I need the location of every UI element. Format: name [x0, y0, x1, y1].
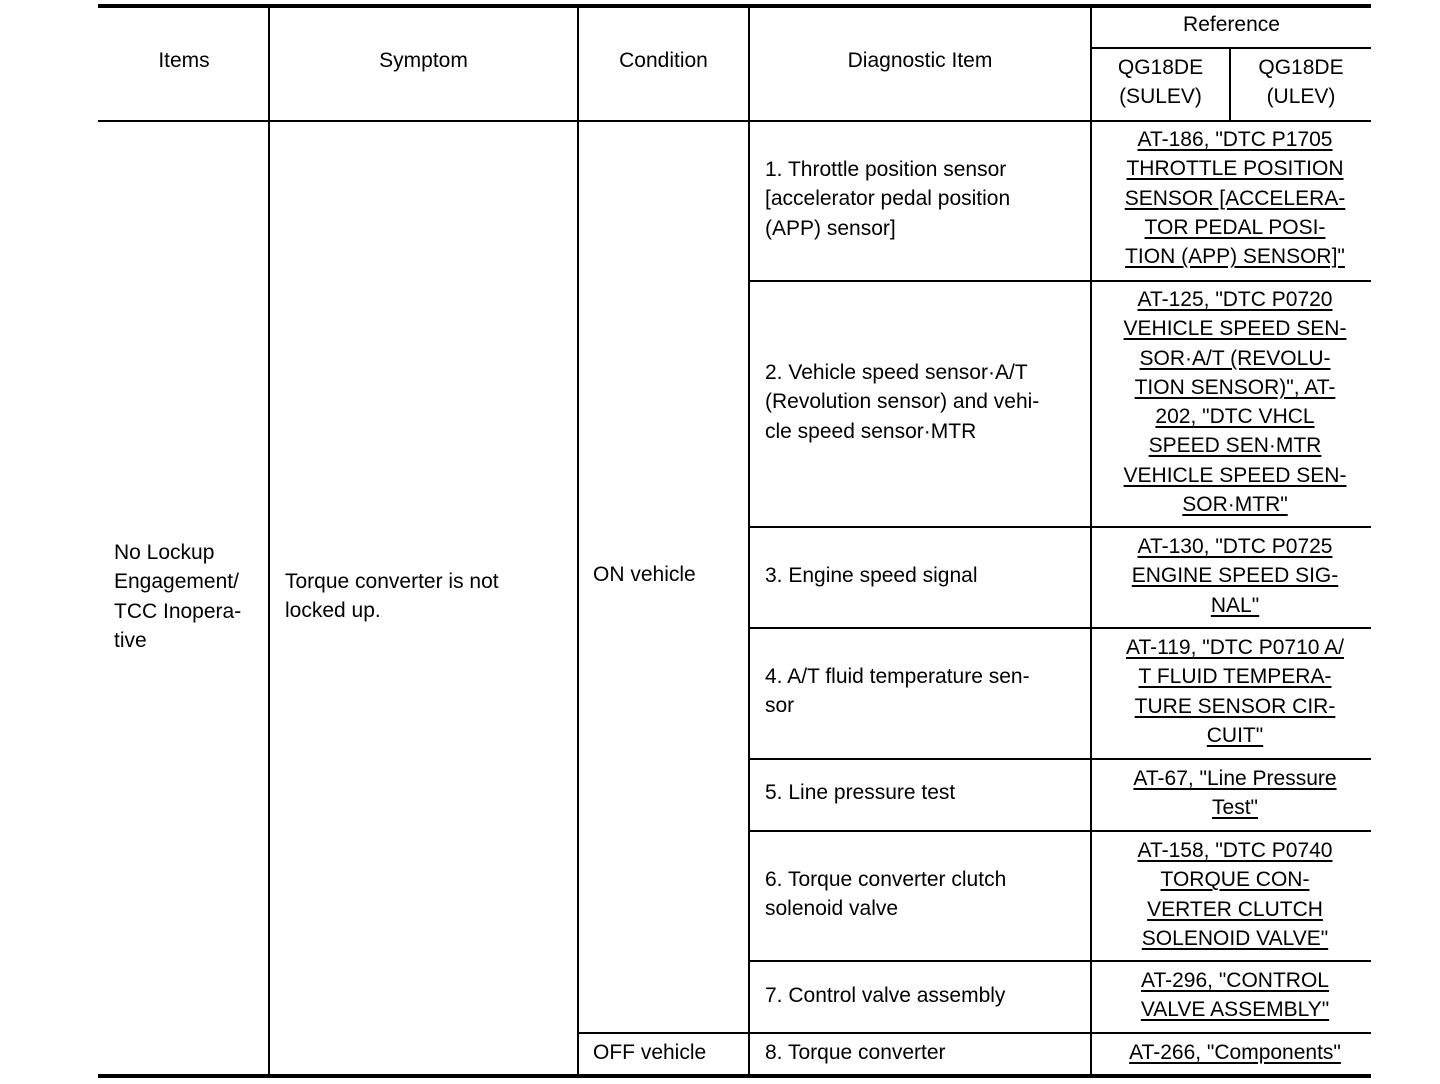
reference-link-line[interactable]: AT-130, "DTC P0725 [1137, 535, 1333, 558]
reference-link-line[interactable]: AT-158, "DTC P0740 [1137, 839, 1333, 862]
reference-link-line[interactable]: NAL" [1210, 593, 1260, 617]
row-rule-5 [749, 830, 1371, 832]
header-items: Items [158, 49, 210, 72]
reference-link-line[interactable]: VEHICLE SPEED SEN- [1123, 317, 1347, 341]
diagnostic-item-8: 8. Torque converter [765, 1041, 946, 1064]
diagnostic-item-1: 1. Throttle position sensor [accelerator pedal position (APP) sensor] [765, 158, 1011, 240]
header-col-ulev: QG18DE (ULEV) [1258, 56, 1344, 109]
reference-link-line[interactable]: TION SENSOR)", AT- [1134, 375, 1336, 399]
row-rule-1 [749, 280, 1371, 282]
reference-link-line[interactable]: TOR PEDAL POSI- [1144, 215, 1326, 239]
table-bottom-border [98, 1074, 1371, 1078]
diagnostic-item-4: 4. A/T fluid temperature sen- sor [765, 665, 1030, 718]
reference-link-1[interactable] [1091, 125, 1379, 271]
reference-link-6[interactable] [1091, 836, 1379, 953]
reference-link-line[interactable]: Test" [1212, 796, 1258, 820]
reference-link-line[interactable]: TURE SENSOR CIR- [1134, 694, 1336, 718]
reference-link-line[interactable]: T FLUID TEMPERA- [1138, 665, 1332, 689]
reference-link-line[interactable]: CUIT" [1206, 723, 1264, 747]
reference-link-line[interactable]: AT-67, "Line Pressure [1133, 767, 1337, 790]
diagnostic-item-7: 7. Control valve assembly [765, 984, 1006, 1007]
header-symptom: Symptom [379, 49, 468, 72]
header-bottom-rule [98, 120, 1371, 122]
reference-link-8[interactable] [1091, 1038, 1379, 1067]
diagnostic-item-2: 2. Vehicle speed sensor·A/T (Revolution sensor) and vehi- cle speed sensor·MTR [765, 361, 1040, 443]
items-cell: No Lockup Engagement/ TCC Inopera- tive [114, 541, 242, 652]
header-diagnostic-item: Diagnostic Item [847, 49, 993, 72]
condition-off-vehicle: OFF vehicle [593, 1041, 707, 1064]
reference-link-line[interactable]: 202, "DTC VHCL [1155, 405, 1315, 429]
reference-link-line[interactable]: AT-125, "DTC P0720 [1137, 288, 1333, 311]
reference-link-line[interactable]: TORQUE CON- [1160, 868, 1310, 892]
diagnostic-item-5: 5. Line pressure test [765, 781, 956, 804]
row-rule-6 [749, 960, 1371, 962]
reference-subheader-rule [1091, 47, 1371, 49]
reference-link-5[interactable] [1091, 764, 1379, 823]
reference-link-line[interactable]: SOR·MTR" [1182, 493, 1288, 517]
col-rule-3 [748, 8, 750, 1074]
col-rule-1 [268, 8, 270, 1074]
table-top-border [98, 4, 1371, 8]
header-reference: Reference [1183, 13, 1280, 36]
reference-link-line[interactable]: AT-119, "DTC P0710 A/ [1126, 636, 1344, 659]
reference-link-7[interactable] [1091, 966, 1379, 1025]
reference-link-line[interactable]: AT-266, "Components" [1129, 1041, 1341, 1064]
header-col-sulev: QG18DE (SULEV) [1117, 56, 1204, 109]
diagnostic-item-6: 6. Torque converter clutch solenoid valve [765, 868, 1007, 921]
reference-link-line[interactable]: SOLENOID VALVE" [1141, 926, 1329, 950]
reference-link-line[interactable]: TION (APP) SENSOR]" [1125, 245, 1345, 269]
reference-link-3[interactable] [1091, 532, 1379, 620]
reference-link-line[interactable]: VERTER CLUTCH [1147, 897, 1323, 921]
reference-link-2[interactable] [1091, 285, 1379, 519]
row-rule-7 [578, 1032, 1371, 1034]
reference-link-line[interactable]: VALVE ASSEMBLY" [1140, 998, 1330, 1022]
reference-link-line[interactable]: AT-296, "CONTROL [1141, 969, 1329, 992]
reference-link-line[interactable]: VEHICLE SPEED SEN- [1123, 463, 1347, 487]
col-rule-2 [577, 8, 579, 1074]
reference-link-line[interactable]: THROTTLE POSITION [1126, 157, 1344, 181]
condition-on-vehicle: ON vehicle [593, 563, 696, 586]
symptom-cell: Torque converter is not locked up. [285, 570, 499, 623]
row-rule-4 [749, 758, 1371, 760]
reference-link-line[interactable]: ENGINE SPEED SIG- [1131, 564, 1339, 588]
header-condition: Condition [619, 49, 708, 72]
reference-link-line[interactable]: SENSOR [ACCELERA- [1124, 186, 1346, 210]
reference-link-4[interactable] [1091, 633, 1379, 750]
row-rule-3 [749, 627, 1371, 629]
reference-link-line[interactable]: AT-186, "DTC P1705 [1137, 128, 1333, 151]
diagnostic-item-3: 3. Engine speed signal [765, 564, 978, 587]
reference-link-line[interactable]: SOR·A/T (REVOLU- [1139, 346, 1331, 370]
reference-link-line[interactable]: SPEED SEN·MTR [1148, 434, 1322, 458]
row-rule-2 [749, 526, 1371, 528]
